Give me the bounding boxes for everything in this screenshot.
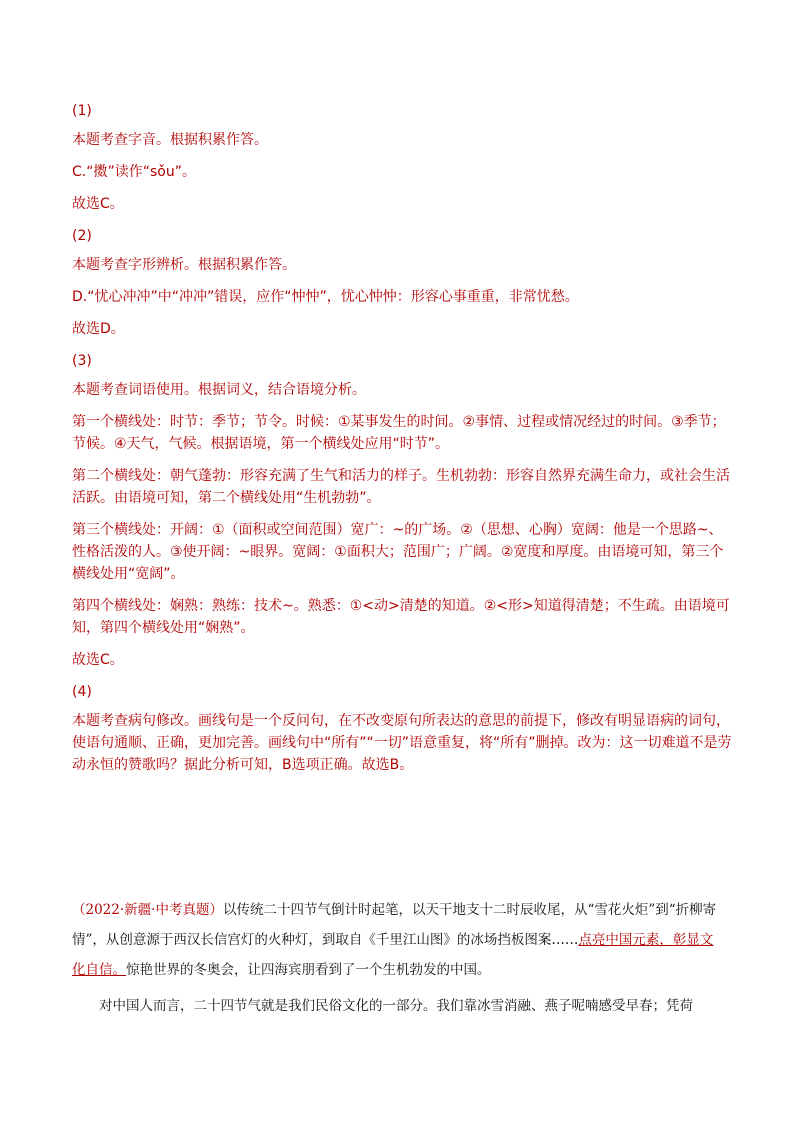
answer-line: 故选D。 xyxy=(72,321,125,337)
answer-line: 故选C。 xyxy=(72,652,124,668)
answer-section xyxy=(72,100,732,786)
answer-line: 第四个横线处：娴熟：熟练：技术~。熟悉：①<动>清楚的知道。②<形>知道得清楚；不生疏。由语境可知，第四个横线处用“娴熟”。 xyxy=(72,598,730,636)
passage-source: （2022·新疆·中考真题） xyxy=(72,902,223,918)
passage-paragraph-2: 对中国人而言，二十四节气就是我们民俗文化的一部分。我们靠冰雪消融、燕子呢喃感受早春；凭荷 xyxy=(99,998,693,1014)
answer-line: C.“擞”读作“sǒu”。 xyxy=(72,164,196,180)
underlined-sentence: 点亮中国元素，彰显文化自信。 xyxy=(72,932,714,978)
answer-line: 本题考查字音。根据积累作答。 xyxy=(72,132,268,148)
answer-line: 本题考查词语使用。根据词义，结合语境分析。 xyxy=(72,382,366,398)
answer-line: 故选C。 xyxy=(72,196,124,212)
question-number-4: (4) xyxy=(72,684,92,700)
answer-line: 第一个横线处：时节：季节；节令。时候：①某事发生的时间。②事情、过程或情况经过的时间。③季节；节候。④天气，气候。根据语境，第一个横线处应用“时节”。 xyxy=(72,414,726,452)
passage-text: 以传统二十四节气倒计时起笔，以天干地支十二时辰收尾，从“雪花火炬”到“折柳寄情”，从创意源于西汉长信宫灯的火种灯，到取自《千里江山图》的冰场挡板图案…… xyxy=(72,902,717,948)
answer-line: 本题考查病句修改。画线句是一个反问句，在不改变原句所表达的意思的前提下，修改有明显语病的词句，使语句通顺、正确，更加完善。画线句中“所有”“一切”语意重复，将“所有”删掉。改为：这一切难道不是劳动永恒的赞歌吗？据此分析可知，B选项正确。故选B。 xyxy=(72,713,732,773)
answer-line: 本题考查字形辨析。根据积累作答。 xyxy=(72,257,296,273)
answer-line: 第二个横线处：朝气蓬勃：形容充满了生气和活力的样子。生机勃勃：形容自然界充满生命力，或社会生活活跃。由语境可知，第二个横线处用“生机勃勃”。 xyxy=(72,468,730,506)
answer-line: D.“忧心冲冲”中“冲冲”错误，应作“忡忡”，忧心忡忡：形容心事重重，非常忧愁。 xyxy=(72,289,579,305)
reading-passage xyxy=(72,895,722,1021)
passage-paragraph-1 xyxy=(72,895,722,985)
answer-line: 第三个横线处：开阔：①（面积或空间范围）宽广：~的广场。②（思想、心胸）宽阔：他是一个思路~、性格活泼的人。③使开阔：~眼界。宽阔：①面积大；范围广；广阔。②宽度和厚度。由语境可知，第三个横线处用“宽阔”。 xyxy=(72,522,724,582)
question-number-2: (2) xyxy=(72,228,92,244)
passage-text: 惊艳世界的冬奥会，让四海宾朋看到了一个生机勃发的中国。 xyxy=(126,962,491,978)
question-number-1: (1) xyxy=(72,103,92,119)
question-number-3: (3) xyxy=(72,353,92,369)
